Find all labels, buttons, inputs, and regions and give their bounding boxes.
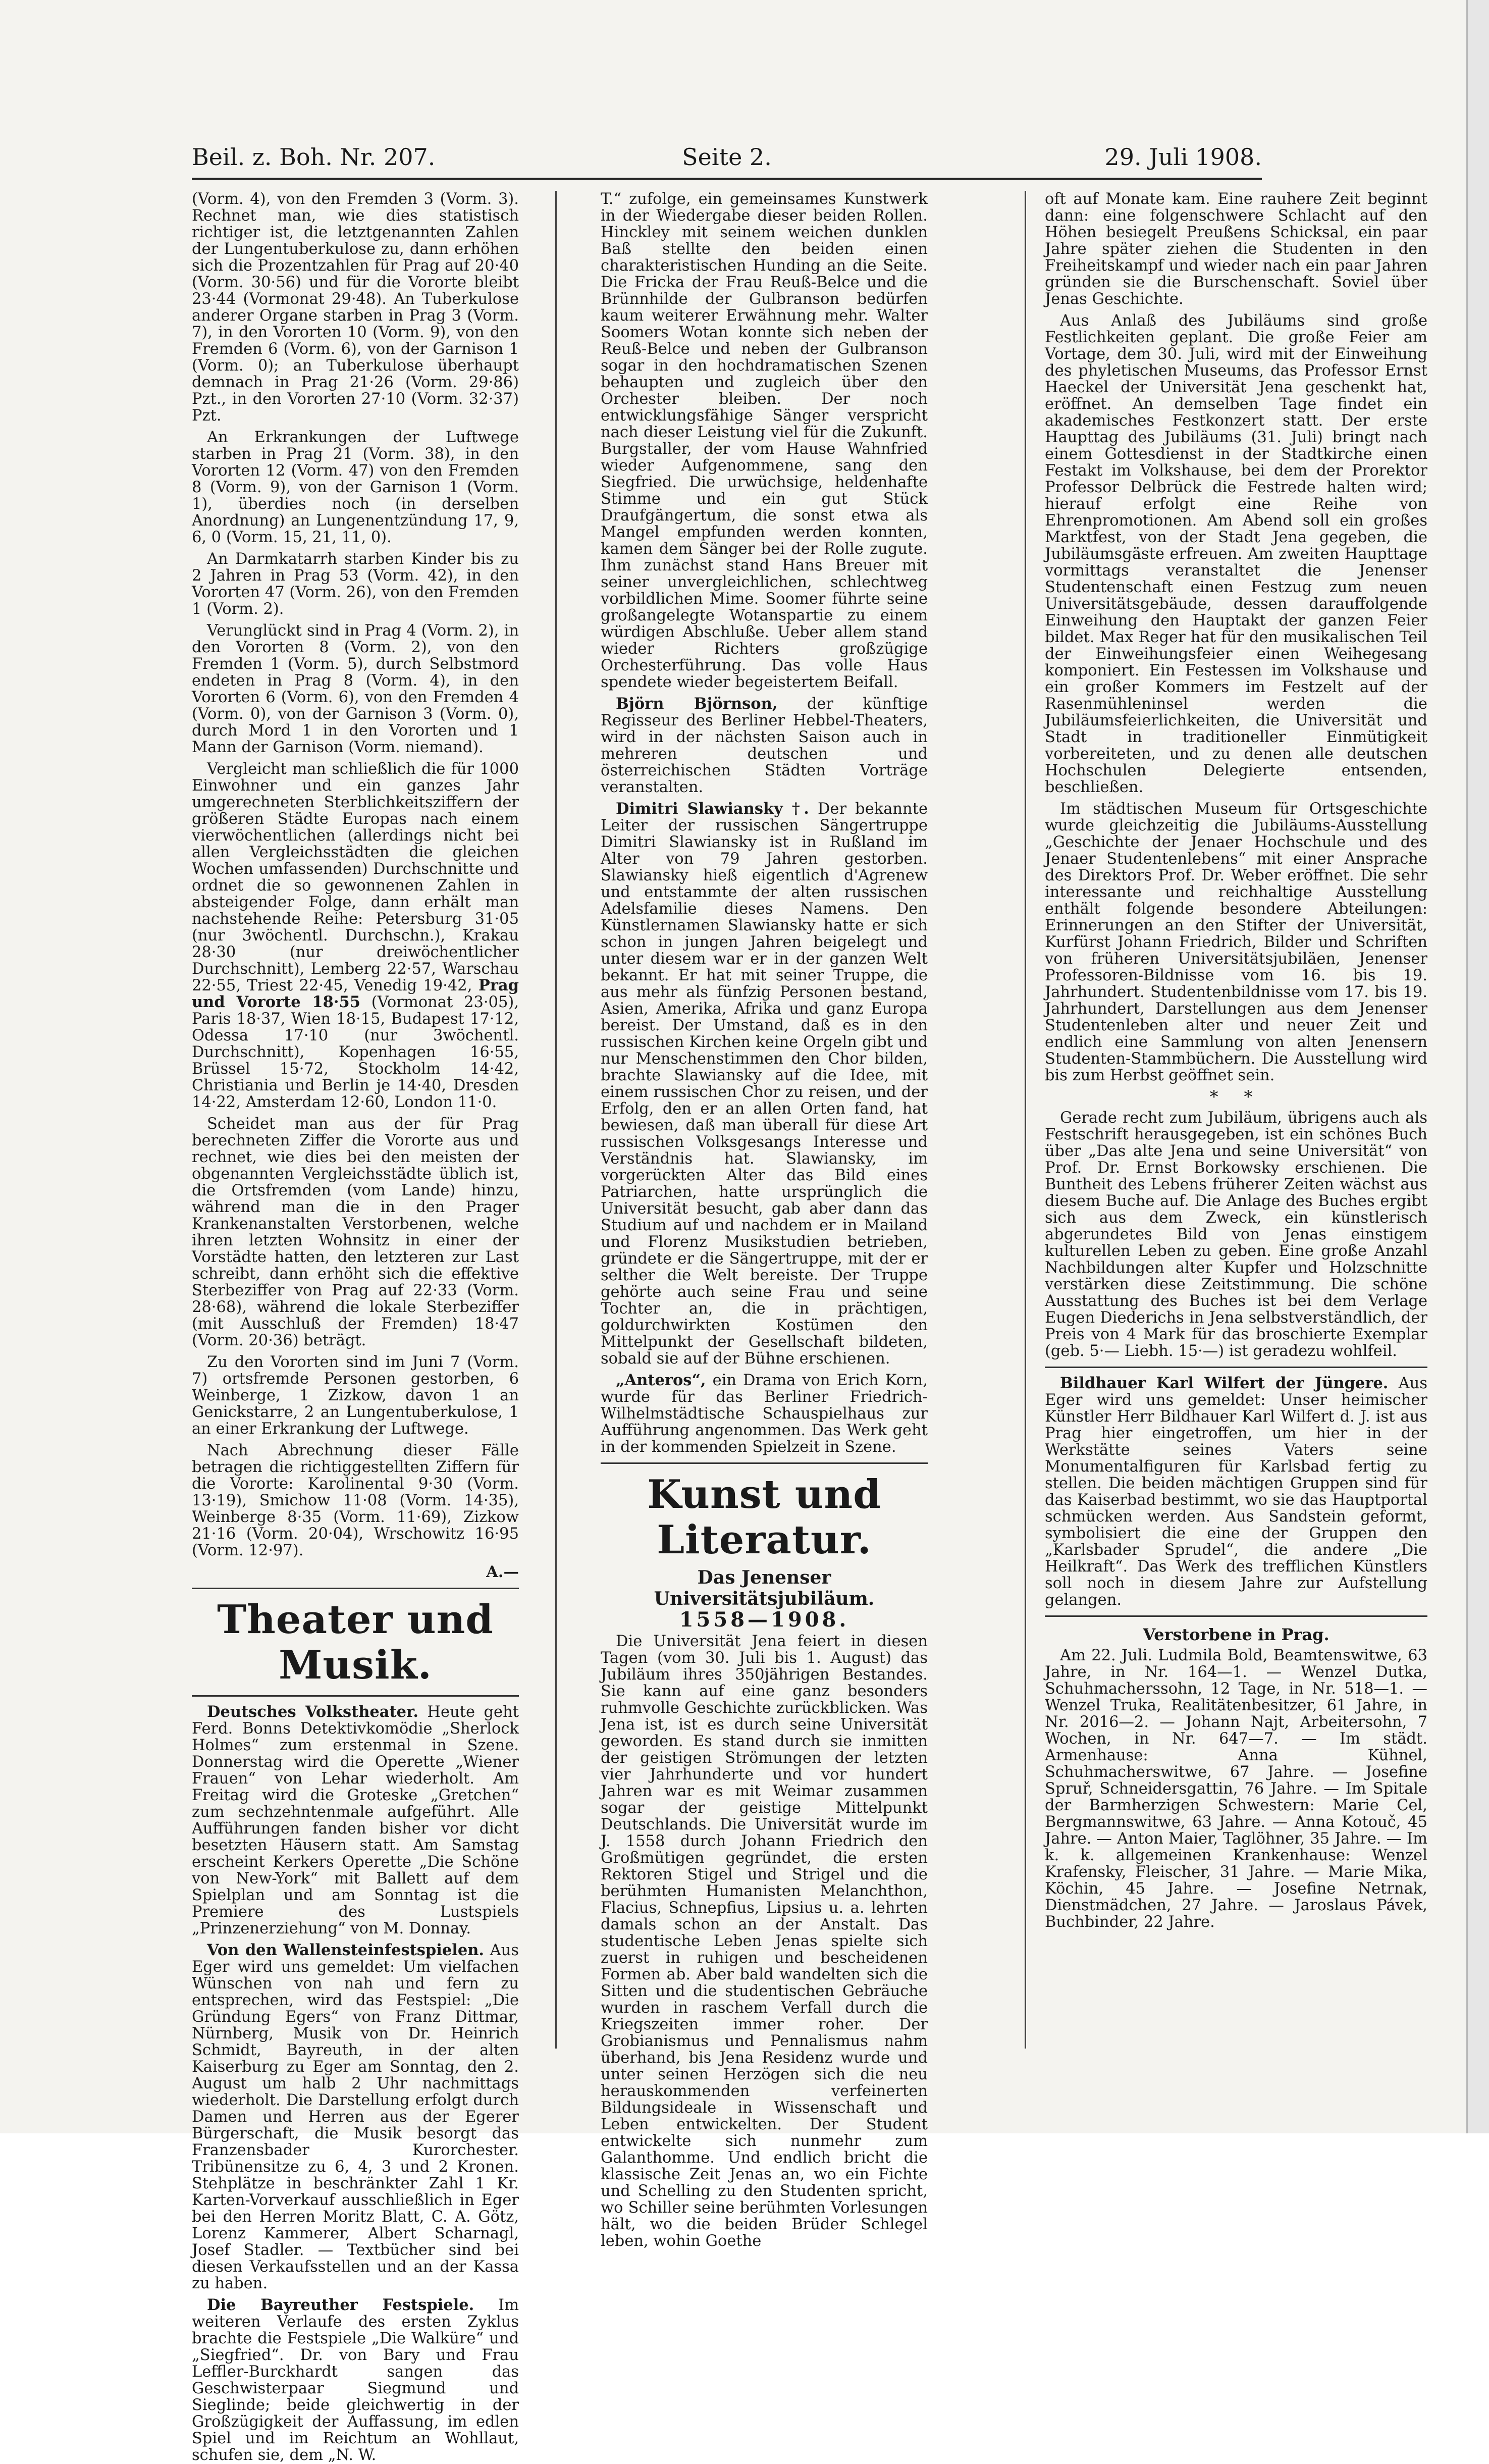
page-header <box>192 143 1262 179</box>
stats-paragraph-5: Vergleicht man schließlich die für 1000 Einwohner und ein ganzes Jahr umgerechneten Sterblichkeitsziffern der größeren Städte Europas nach einem vierwöchentlichen (allerdings nicht bei allen Vergleichsstädten die gleichen Wochen umfassenden) Durchschnitte und ordnet die so gewonnenen Zahlen in absteigender Folge, dann erhält man nachstehende Reihe: Petersburg 31·05 (nur 3wöchentl. Durchschn.), Krakau 28·30 (nur dreiwöchentlicher Durchschnitt), Lemberg 22·57, Warschau 22·55, Triest 22·45, Venedig 19·42, Prag und Vororte 18·55 (Vormonat 23·05), Paris 18·37, Wien 18·15, Budapest 17·12, Odessa 17·10 (nur 3wöchentl. Durchschnitt), Kopenhagen 16·55, Brüssel 15·72, Stockholm 14·42, Christiania und Berlin je 14·40, Dresden 14·22, Amsterdam 12·60, London 11·0. <box>192 760 519 1111</box>
column-rule-1 <box>555 191 557 2049</box>
jena-festivities: Aus Anlaß des Jubiläums sind große Festlichkeiten geplant. Die große Feier am Vortage, dem 30. Juli, wird mit der Einweihung des phyletischen Museums, das Professor Ernst Haeckel der Universität Jena geschenkt hat, eröffnet. An demselben Tage findet ein akademisches Festkonzert statt. Der erste Haupttag des Jubiläums (31. Juli) bringt nach einem Gottesdienst in der Stadtkirche einen Festakt im Volkshause, bei dem der Prorektor Professor Delbrück die Festrede halten wird; hierauf erfolgt eine Reihe von Ehrenpromotionen. Am Abend soll ein großes Marktfest, von der Stadt Jena gegeben, die Jubiläumsgäste erfreuen. Am zweiten Haupttage vormittags veranstaltet die Jenenser Studentenschaft einen Festzug zum neuen Universitätsgebäude, dessen darauffolgende Einweihung den Hauptakt der ganzen Feier bildet. Max Reger hat für den musikalischen Teil der Einweihungsfeier einen Weihegesang komponiert. Ein Festessen im Volkshause und ein großer Kommers im Festzelt auf der Rasenmühleninsel werden die Jubiläumsfeierlichkeiten, die Universität und Stadt in traditioneller Einmütigkeit vorbereiteten, und zu denen alle deutschen Hochschulen Delegierte entsenden, beschließen. <box>1045 312 1427 796</box>
stats-paragraph-1: (Vorm. 4), von den Fremden 3 (Vorm. 3). Rechnet man, wie dies statistisch richtiger ist, die letztgenannten Zahlen der Lungentuberkulose zu, dann erhöhen sich die Prozentzahlen für Prag auf 20·40 (Vorm. 30·56) und für die Vororte bleibt 23·44 (Vormonat 29·48). An Tuberkulose anderer Organe starben in Prag 3 (Vorm. 7), in den Vororten 10 (Vorm. 9), von den Fremden 6 (Vorm. 6), von der Garnison 1 (Vorm. 0); an Tuberkulose überhaupt demnach in Prag 21·26 (Vorm. 29·86) Pzt., in den Vororten 27·10 (Vorm. 32·37) Pzt. <box>192 190 519 425</box>
stats-paragraph-4: Verunglückt sind in Prag 4 (Vorm. 2), in den Vororten 8 (Vorm. 2), von den Fremden 1 (Vorm. 5), durch Selbstmord endeten in Prag 8 (Vorm. 4), in den Vororten 6 (Vorm. 6), von den Fremden 4 (Vorm. 0), von der Garnison 3 (Vorm. 0), durch Mord 1 in den Vororten und 1 Mann der Garnison (Vorm. niemand). <box>192 622 519 756</box>
article-bjornson: Björn Björnson, der künftige Regisseur des Berliner Hebbel-Theaters, wird in der nächsten Saison auch in mehreren deutschen und österreichischen Städten Vorträge veranstalten. <box>601 695 928 796</box>
section-divider-stars: * * <box>1209 1087 1263 1107</box>
stats-paragraph-6: Scheidet man aus der für Prag berechneten Ziffer die Vororte aus und rechnet, wie dies bei den meisten der obgenannten Vergleichsstädte üblich ist, die Ortsfremden (vom Lande) hinzu, während man die in den Prager Krankenanstalten Verstorbenen, welche ihren letzten Wohnsitz in einer der Vorstädte hatten, den letzteren zur Last schreibt, dann erhöht sich die effektive Sterbeziffer von Prag auf 22·33 (Vorm. 28·68), während die lokale Sterbeziffer (mit Ausschluß der Fremden) 18·47 (Vorm. 20·36) beträgt. <box>192 1115 519 1349</box>
article-rule <box>1045 1615 1427 1617</box>
header-page-number: Seite 2. <box>682 143 772 171</box>
section-rule <box>192 1588 519 1589</box>
author-signature: A.— <box>486 1563 519 1581</box>
deaths-heading: Verstorbene in Prag. <box>1143 1625 1330 1644</box>
header-date: 29. Juli 1908. <box>1104 143 1262 171</box>
section-rule <box>192 1695 519 1697</box>
article-title-jubilaeum: Das Jenenser Universitätsjubiläum. <box>654 1567 875 1609</box>
stats-paragraph-8: Nach Abrechnung dieser Fälle betragen die richtiggestellten Ziffern für die Vororte: Karolinental 9·30 (Vorm. 13·19), Smichow 11·08 (Vorm. 14·35), Weinberge 8·35 (Vorm. 11·69), Zizkow 21·16 (Vorm. 20·04), Wrschowitz 16·95 (Vorm. 12·97). <box>192 1442 519 1559</box>
jena-continued: oft auf Monate kam. Eine rauhere Zeit beginnt dann: eine folgenschwere Schlacht auf den Höhen besiegelt Preußens Schicksal, ein paar Jahre später ziehen die Studenten in den Freiheitskampf und wieder nach ein paar Jahren gründen sie die Burschenschaft. Soviel über Jenas Geschichte. <box>1045 190 1427 308</box>
jena-book-review: Gerade recht zum Jubiläum, übrigens auch als Festschrift herausgegeben, ist ein schönes Buch über „Das alte Jena und seine Universität“ von Prof. Dr. Ernst Borkowsky erschienen. Die Buntheit des Lebens früherer Zeiten wächst aus diesem Buche auf. Die Anlage des Buches ergibt sich aus dem Zweck, ein künstlerisch abgerundetes Bild von Jenas einstigem kulturellen Leben zu geben. Eine große Anzahl Nachbildungen alter Kupfer und Holzschnitte verstärken diese Zeitstimmung. Die schöne Ausstattung des Buches ist bei dem Verlage Eugen Diederichs in Jena selbstverständlich, der Preis von 4 Mark für das broschierte Exemplar (geb. 5·— Liebh. 15·—) ist geradezu wohlfeil. <box>1045 1109 1427 1360</box>
article-jena-body: Die Universität Jena feiert in diesen Tagen (vom 30. Juli bis 1. August) das Jubiläum ihres 350jährigen Bestandes. Sie kann auf eine ganz besonders ruhmvolle Geschichte zurückblicken. Was Jena ist, ist es durch seine Universität geworden. Es stand durch sie inmitten der geistigen Strömungen der letzten vier Jahrhunderte und vor hundert Jahren war es mit Weimar zusammen sogar der geistige Mittelpunkt Deutschlands. Die Universität wurde im J. 1558 durch Johann Friedrich den Großmütigen gegründet, die ersten Rektoren Stigel und Strigel und die berühmten Humanisten Melanchthon, Flacius, Schnepfius, Lipsius u. a. lehrten damals schon an der Anstalt. Das studentische Leben Jenas spielte sich zuerst in ruhigen und bescheidenen Formen ab. Aber bald wandelten sich die Sitten und die studentischen Gebräuche wurden in raschem Verfall durch die Kriegszeiten immer roher. Der Grobianismus und Pennalismus nahm überhand, bis Jena Residenz wurde und unter seinen Herzögen sich die neu herauskommenden verfeinerten Bildungsideale in Wissenschaft und Leben entwickelten. Der Student entwickelte sich nunmehr zum Galanthomme. Und endlich bricht die klassische Zeit Jenas an, wo ein Fichte und Schelling zu den Studenten spricht, wo Schiller seine berühmten Vorlesungen hält, wo die beiden Brüder Schlegel leben, wohin Goethe <box>601 1633 928 2250</box>
article-volkstheater: Deutsches Volkstheater. Heute geht Ferd. Bonns Detektivkomödie „Sherlock Holmes“ zum erstenmal in Szene. Donnerstag wird die Operette „Wiener Frauen“ von Lehar wiederholt. Am Freitag wird die Groteske „Gretchen“ zum sechzehntenmale aufgeführt. Alle Aufführungen fanden bisher vor dicht besetzten Häusern statt. Am Samstag erscheint Kerkers Operette „Die Schöne von New-York“ mit Ballett auf dem Spielplan und am Sonntag ist die Premiere des Lustspiels „Prinzenerziehung“ von M. Donnay. <box>192 1703 519 1937</box>
scan-edge <box>1466 0 1489 2133</box>
section-rule <box>601 1462 928 1464</box>
column-2 <box>601 190 928 2250</box>
column-rule-2 <box>1025 191 1026 2049</box>
article-rule <box>1045 1367 1427 1368</box>
section-title-kunst: Kunst und Literatur. <box>647 1472 881 1563</box>
stats-paragraph-7: Zu den Vororten sind im Juni 7 (Vorm. 7) ortsfremde Personen gestorben, 6 Weinberge, 1 Zizkow, davon 1 an Genickstarre, 2 an Lungentuberkulose, 1 an einer Erkrankung der Luftwege. <box>192 1353 519 1438</box>
article-anteros: „Anteros“, ein Drama von Erich Korn, wurde für das Berliner Friedrich-Wilhelmstädtische Schauspielhaus zur Aufführung angenommen. Das Werk geht in der kommenden Spielzeit in Szene. <box>601 1371 928 1456</box>
article-bayreuther-festspiele: Die Bayreuther Festspiele. Im weiteren Verlaufe des ersten Zyklus brachte die Festspiele „Die Walküre“ und „Siegfried“. Dr. von Bary und Frau Leffler-Burckhardt sangen das Geschwisterpaar Siegmund und Sieglinde; beide gleichwertig in der Großzügigkeit der Auffassung, im edlen Spiel und im Reichtum an Wohllaut, schufen sie, dem „N. W. <box>192 2296 519 2464</box>
article-wallensteinfestspiele: Von den Wallensteinfestspielen. Aus Eger wird uns gemeldet: Um vielfachen Wünschen von nah und fern zu entsprechen, wird das Festspiel: „Die Gründung Egers“ von Franz Dittmar, Nürnberg, Musik von Dr. Heinrich Schmidt, Bayreuth, in der alten Kaiserburg zu Eger am Sonntag, den 2. August um halb 2 Uhr nachmittags wiederholt. Die Darstellung erfolgt durch Damen und Herren aus der Egerer Bürgerschaft, die Musik besorgt das Franzensbader Kurorchester. Tribünensitze zu 6, 4, 3 und 2 Kronen. Stehplätze in beschränkter Zahl 1 Kr. Karten-Vorverkauf ausschließlich in Eger bei den Herren Moritz Blatt, C. A. Götz, Lorenz Kammerer, Albert Scharnagl, Josef Stadler. — Textbücher sind bei diesen Verkaufsstellen und an der Kassa zu haben. <box>192 1941 519 2292</box>
jena-exhibition: Im städtischen Museum für Ortsgeschichte wurde gleichzeitig die Jubiläums-Ausstellung „Geschichte der Jenaer Hochschule und des Jenaer Studentenlebens“ mit einer Ansprache des Direktors Prof. Dr. Weber eröffnet. Die sehr interessante und reichhaltige Ausstellung enthält folgende besondere Abteilungen: Erinnerungen an den Stifter der Universität, Kurfürst Johann Friedrich, Bilder und Schriften von früheren Universitätsjubiläen, Jenenser Professoren-Bildnisse vom 16. bis 19. Jahrhundert. Studentenbildnisse vom 17. bis 19. Jahrhundert, Darstellungen aus dem Jenenser Studentenleben alter und neuer Zeit und endlich eine Sammlung von alten Jenensern Studenten-Stammbüchern. Die Ausstellung wird bis zum Herbst geöffnet sein. <box>1045 800 1427 1084</box>
article-wilfert: Bildhauer Karl Wilfert der Jüngere. Aus Eger wird uns gemeldet: Unser heimischer Künstler Herr Bildhauer Karl Wilfert d. J. ist aus Prag hier eingetroffen, um hier in der Werkstätte seines Vaters seine Monumentalfiguren für Karlsbad fertig zu stellen. Die beiden mächtigen Gruppen sind für das Kaiserbad bestimmt, wo sie das Hauptportal schmücken werden. Aus Sandstein geformt, symbolisiert die eine der Gruppen den „Karlsbader Sprudel“, die andere „Die Heilkraft“. Das Werk des trefflichen Künstlers soll noch in diesem Jahre zur Aufstellung gelangen. <box>1045 1374 1427 1609</box>
article-years: 1558—1908. <box>679 1608 849 1632</box>
header-rule <box>192 178 1262 180</box>
column-1 <box>192 190 519 2464</box>
deaths-list: Am 22. Juli. Ludmila Bold, Beamtenswitwe, 63 Jahre, in Nr. 164—1. — Wenzel Dutka, Schuhmacherssohn, 12 Tage, in Nr. 518—1. — Wenzel Truka, Realitätenbesitzer, 61 Jahre, in Nr. 2016—2. — Johann Najt, Arbeitersohn, 7 Wochen, in Nr. 647—7. — Im städt. Armenhause: Anna Kühnel, Schuhmacherswitwe, 67 Jahre. — Josefine Spruř, Schneidersgattin, 76 Jahre. — Im Spitale der Barmherzigen Schwestern: Marie Cel, Bergmannswitwe, 63 Jahre. — Anna Kotouč, 45 Jahre. — Anton Maier, Taglöhner, 35 Jahre. — Im k. k. allgemeinen Krankenhause: Wenzel Krafensky, Fleischer, 31 Jahre. — Marie Mika, Köchin, 45 Jahre. — Josefine Netrnak, Dienstmädchen, 27 Jahre. — Jaroslaus Pávek, Buchbinder, 22 Jahre. <box>1045 1647 1427 1931</box>
section-title-theater: Theater und Musik. <box>217 1597 494 1688</box>
article-slawiansky: Dimitri Slawiansky †. Der bekannte Leiter der russischen Sängertruppe Dimitri Slawiansky ist in Rußland im Alter von 79 Jahren gestorben. Slawiansky hieß eigentlich d'Agrenew und entstammte der alten russischen Adelsfamilie dieses Namens. Den Künstlernamen Slawiansky hatte er sich schon in jungen Jahren beigelegt und unter diesem war er in der ganzen Welt bekannt. Er hat mit seiner Truppe, die aus mehr als fünfzig Personen bestand, Asien, Amerika, Afrika und ganz Europa bereist. Der Umstand, daß es in den russischen Kirchen keine Orgeln gibt und nur Menschenstimmen den Chor bilden, brachte Slawiansky auf die Idee, mit einem russischen Chor zu reisen, und der Erfolg, den er an allen Orten fand, hat bewiesen, daß man überall für diese Art russischen Volksgesangs Interesse und Verständnis hat. Slawiansky, im vorgerückten Alter das Bild eines Patriarchen, hatte ursprünglich die Universität besucht, gab aber dann das Studium auf und nachdem er in Mailand und Florenz Musikstudien betrieben, gründete er die Sängertruppe, mit der er selther die Welt bereiste. Der Truppe gehörte auch seine Frau und seine Tochter an, die in prächtigen, goldurchwirkten Kostümen den Mittelpunkt der Gesellschaft bildeten, sobald sie auf der Bühne erschienen. <box>601 800 928 1368</box>
stats-paragraph-3: An Darmkatarrh starben Kinder bis zu 2 Jahren in Prag 53 (Vorm. 42), in den Vororten 47 (Vorm. 26), von den Fremden 1 (Vorm. 2). <box>192 550 519 618</box>
stats-paragraph-2: An Erkrankungen der Luftwege starben in Prag 21 (Vorm. 38), in den Vororten 12 (Vorm. 47) von den Fremden 8 (Vorm. 9), von der Garnison 1 (Vorm. 1), überdies noch (in derselben Anordnung) an Lungenentzündung 17, 9, 6, 0 (Vorm. 15, 21, 11, 0). <box>192 429 519 546</box>
bayreuth-continued: T.“ zufolge, ein gemeinsames Kunstwerk in der Wiedergabe dieser beiden Rollen. Hinckley mit seinem weichen dunklen Baß stellte den beiden einen charakteristischen Hunding an die Seite. Die Fricka der Frau Reuß-Belce und die Brünnhilde der Gulbranson bedürfen kaum weiterer Erwähnung mehr. Walter Soomers Wotan konnte sich neben der Reuß-Belce und neben der Gulbranson sogar in den hochdramatischen Szenen behaupten und zugleich über den Orchester bleiben. Der noch entwicklungsfähige Sänger verspricht nach dieser Leistung viel für die Zukunft. Burgstaller, der vom Hause Wahnfried wieder Aufgenommene, sang den Siegfried. Die urwüchsige, heldenhafte Stimme und ein gut Stück Draufgängertum, die sonst etwa als Mangel empfunden werden konnten, kamen dem Sänger bei der Rolle zugute. Ihm zunächst stand Hans Breuer mit seiner unvergleichlichen, schlechtweg vorbildlichen Mime. Soomer führte seine großangelegte Wotanspartie zu einem würdigen Abschluße. Ueber allem stand wieder Richters großzügige Orchesterführung. Das volle Haus spendete wieder begeistertem Beifall. <box>601 190 928 691</box>
header-issue: Beil. z. Boh. Nr. 207. <box>192 143 436 171</box>
column-3 <box>1045 191 1427 2049</box>
